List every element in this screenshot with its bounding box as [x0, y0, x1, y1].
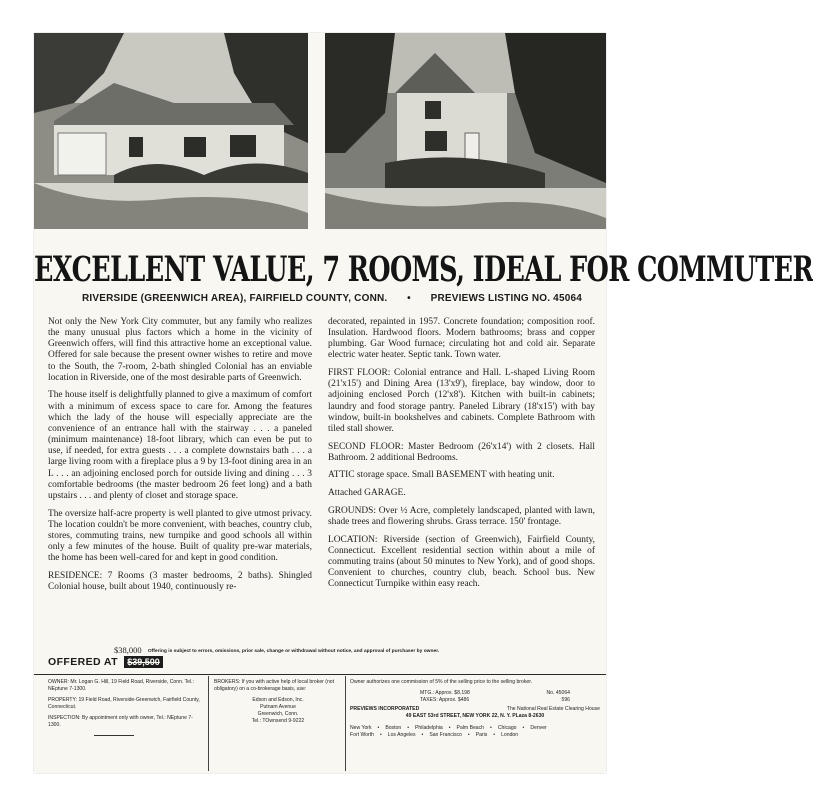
- city: • London: [493, 732, 518, 739]
- brokers-note: BROKERS: If you with active help of local broker (not obligatory) on a co-brokerage basis, use:: [214, 679, 335, 692]
- paragraph-property: The oversize half-acre property is well planted to give utmost privacy. The location couldn't be more convenient, with beaches, country club, stores, commuting trains, new turnpike and good schools all within only a few minutes of the house. Built of quality pre-war materials, the home has been well-cared for and kept in good condition.: [48, 508, 312, 564]
- paragraph-intro: Not only the New York City commuter, but any family who realizes the many unusual plus factors which a home in the vicinity of Greenwich offers, will find this attractive home an exceptional value. Offered for sale because the present owner wishes to retire and move to the South, the 7-room, 2-bath shingled Colonial has an enviable location in Riverside, one of the most desirable parts of Greenwich.: [48, 317, 312, 383]
- broker-info: [214, 679, 342, 725]
- listing-sheet: [34, 33, 813, 773]
- location-line: RIVERSIDE (GREENWICH AREA), FAIRFIELD COUNTY, CONN.: [82, 293, 388, 304]
- paragraph-attic: ATTIC storage space. Small BASEMENT with heating unit.: [328, 470, 555, 481]
- paragraph-grounds: GROUNDS: Over ½ Acre, completely landscaped, planted with lawn, shade trees and flowering shrubs. Grass terrace. 150' frontage.: [328, 505, 595, 527]
- commission-note: Owner authorizes one commission of 5% of the selling price to the selling broker.: [350, 679, 533, 685]
- owner-line: OWNER: Mr. Logan G. Hill, 19 Field Road, Riverside, Conn. Tel.: NEptune 7-1300.: [48, 679, 194, 692]
- footer-column-divider: [208, 676, 209, 771]
- office-cities: [350, 732, 600, 739]
- footer-column-divider: [345, 676, 346, 771]
- city: • Chicago: [490, 725, 517, 732]
- offer-note: [114, 645, 439, 655]
- paragraph-garage: Attached GARAGE.: [328, 488, 406, 499]
- footer-divider: [34, 674, 606, 675]
- struck-price: $39,500: [124, 656, 163, 668]
- listing-subheading: [82, 293, 582, 304]
- broker-city: Greenwich, Conn.: [257, 711, 299, 717]
- taxes: TAXES: Approx. $486: [420, 697, 470, 703]
- city: • Boston: [378, 725, 402, 732]
- office-cities: [350, 725, 600, 732]
- offered-at: [48, 656, 163, 668]
- broker-tel: Tel.: TOwnsend 9-9222: [251, 718, 305, 724]
- mortgage: MTG.: Approx. $8,198: [420, 690, 470, 696]
- city: • Paris: [468, 732, 487, 739]
- city: • Denver: [523, 725, 547, 732]
- page-title: EXCELLENT VALUE, 7 ROOMS, IDEAL FOR COMMUTER: [34, 250, 813, 291]
- paragraph-location: LOCATION: Riverside (section of Greenwich), Fairfield County, Connecticut. Excellent residential section within about a mile of commuting trains (about 50 minutes to New York), and of good shops. Convenient to churches, country club, beach. School bus. New Connecticut Turnpike within easy reach.: [328, 534, 595, 590]
- city: • Palm Beach: [449, 725, 484, 732]
- broker-street: Putnam Avenue: [260, 704, 296, 710]
- separator-bullet: •: [407, 293, 411, 304]
- house-photo-side: [325, 33, 606, 229]
- company-address: 49 EAST 53rd STREET, NEW YORK 22, N. Y. PLaza 8-2630: [405, 713, 545, 719]
- paragraph-residence: RESIDENCE: 7 Rooms (3 master bedrooms, 2 baths). Shingled Colonial house, built about 1940, continuously re-: [48, 570, 312, 592]
- description-column-left: [48, 317, 312, 600]
- paragraph-first-floor: FIRST FLOOR: Colonial entrance and Hall. L-shaped Living Room (21'x15') and Dining Area (13'x9'), fireplace, bay window, door to adjoining enclosed Porch (12'x8'). Kitchen with built-in cabinets; laundry and food storage pantry. Paneled Library (18'x15') with bay window, built-in bookshelves and cabinets. Complete Bathroom with tiled stall shower.: [328, 368, 595, 434]
- offer-terms: Offering is subject to errors, omissions, prior sale, change or withdrawal without notice, and approval of purchaser by owner.: [147, 649, 440, 654]
- previews-info: [350, 679, 600, 739]
- offer-price: $38,000: [114, 645, 142, 655]
- paragraph-construction: decorated, repainted in 1957. Concrete foundation; composition roof. Insulation. Hardwood floors. Modern bathrooms; brass and copper plumbing. Gar Wood furnace; circulating hot and cold air. Separate electric water heater. Septic tank. Town water.: [328, 317, 595, 361]
- city: Fort Worth: [350, 732, 374, 738]
- listing-number: PREVIEWS LISTING NO. 45064: [430, 293, 582, 304]
- description-column-right: [328, 317, 595, 597]
- paragraph-house: The house itself is delightfully planned to give a maximum of comfort with a minimum of excess space to care for. Among the features which the lady of the house will especially appreciate are the convenience of an entrance hall with the stairway . . . a paneled (minimum maintenance) 18-foot library, which can even be put to use, if needed, for extra guests . . . a complete downstairs bath . . . a large living room with a fireplace plus a 9 by 13-foot dining area in an L . . . an adjoining enclosed porch for outside living and dining . . . 3 comfortable bedrooms (the master bedroom 26 feet long) and a bath upstairs . . . and plenty of closet and storage space.: [48, 390, 312, 501]
- code: 596: [561, 697, 570, 703]
- owner-info: [48, 679, 204, 736]
- company-name: PREVIEWS INCORPORATED: [350, 706, 420, 712]
- city: • San Francisco: [422, 732, 462, 739]
- broker-name: Edson and Edson, Inc.: [252, 697, 304, 703]
- city: New York: [350, 725, 372, 731]
- offered-label: OFFERED AT: [48, 656, 118, 668]
- paragraph-second-floor: SECOND FLOOR: Master Bedroom (26'x14') with 2 closets. Hall Bathroom. 2 additional Bedrooms.: [328, 441, 595, 463]
- property-line: PROPERTY: 19 Field Road, Riverside-Greenwich, Fairfield County, Connecticut.: [48, 697, 200, 710]
- clearing-house: The National Real Estate Clearing House: [506, 706, 600, 712]
- inspection-line: INSPECTION: By appointment only with owner, Tel.: NEptune 7-1300.: [48, 715, 193, 728]
- city: • Philadelphia: [407, 725, 443, 732]
- listing-no: No. 45064: [546, 690, 570, 696]
- city: • Los Angeles: [380, 732, 416, 739]
- signature-dash: [94, 735, 134, 736]
- house-photo-front: [34, 33, 308, 229]
